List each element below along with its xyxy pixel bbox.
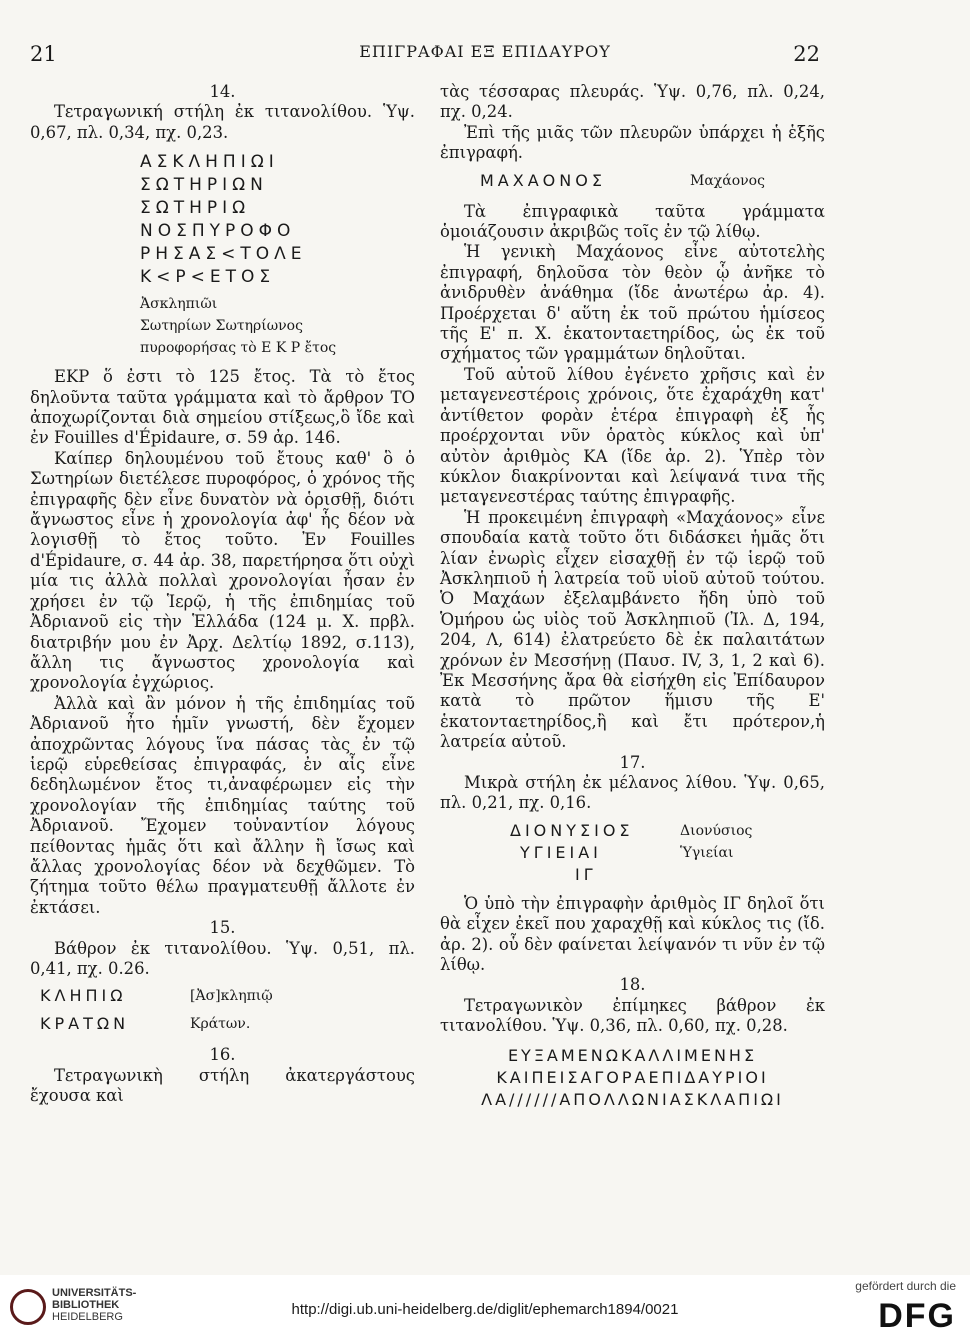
body-paragraph: ΕΚΡ ὅ ἐστι τὸ 125 ἔτος. Τὰ τὸ ἔτος δηλοῦντα ταῦτα γράμματα καὶ τὸ ἄρθρον ΤΟ ἀποχωρίζονται διὰ σημείου στίξεως,ὃ ἴδε καὶ ἐν Fouilles d'Épidaure, σ. 59 ἀρ. 146. xyxy=(30,367,415,448)
entry-description: Τετραγωνικὴ στήλη ἀκατεργάστους ἔχουσα καὶ xyxy=(30,1065,415,1106)
footer-bar xyxy=(0,1275,970,1340)
body-paragraph: Καίπερ δηλουμένου τοῦ ἔτους καθ' ὃ ὁ Σωτηρίων διετέλεσε πυροφόρος, ὁ χρόνος τῆς ἐπιγραφῆς δὲν εἶνε δυνατὸν νὰ ὁρισθῇ, διότι ἄγνωστος εἶνε ἡ χρονολογία ἀφ' ἧς δέον νὰ λογισθῇ τὸ ἔτος τοῦτο. Ἐν Fouilles d'Épidaure, σ. 44 ἀρ. 38, παρετήρησα ὅτι οὐχὶ μία τις ἀλλὰ πολλαὶ χρονολογίαι ἦσαν ἐν χρήσει ἐν τῷ Ἱερῷ, ἡ τῆς ἐπιδημίας τοῦ Ἀδριανοῦ εἰς τὴν Ἑλλάδα (124 μ. Χ. πρβλ. διατριβήν μου ἐν Ἀρχ. Δελτίῳ 1892, σ.113), ἄλλη τις ἄγνωστος χρονολογία καὶ χρονολογία ἐγχώριος. xyxy=(30,448,415,693)
body-paragraph: Τοῦ αὐτοῦ λίθου ἐγένετο χρῆσις καὶ ἐν μεταγενεστέροις χρόνοις, ὅτε ἐχαράχθη κατ' ἀντίθετον φορὰν ἑτέρα ἐπιγραφὴ ἐξ ἧς προέρχονται νῦν ὁρατὸς κύκλος καὶ ὑπ' αὐτὸν ἀριθμὸς ΚΑ (ἴδε ἀρ. 2). Ὑπὲρ τὸν κύκλον διακρίνονται καὶ λείψανά τινα τῆς μεταγενεστέρας ταύτης ἐπιγραφῆς. xyxy=(440,364,825,507)
body-paragraph: Ἐπὶ τῆς μιᾶς τῶν πλευρῶν ὑπάρχει ἡ ἑξῆς ἐπιγραφή. xyxy=(440,122,825,163)
body-paragraph: Τὰ ἐπιγραφικὰ ταῦτα γράμματα ὁμοιάζουσιν ἀκριβῶς τοῖς ἐν τῷ λίθῳ. xyxy=(440,201,825,242)
inscription-line: ΕΥΞΑΜΕΝΩΚΑΛΛΙΜΕΝΗΣ xyxy=(507,1045,758,1065)
transcription-text: Μαχάονος xyxy=(690,172,765,189)
entry-description: Βάθρον ἐκ τιτανολίθου. Ὑψ. 0,51, πλ. 0,41, πχ. 0.26. xyxy=(30,938,415,978)
transcription-14 xyxy=(140,293,415,359)
source-url[interactable]: http://digi.ub.uni-heidelberg.de/diglit/ephemarch1894/0021 xyxy=(291,1301,679,1318)
body-paragraph: Ἡ γενικὴ Μαχάονος εἶνε αὐτοτελὴς ἐπιγραφή, δηλοῦσα τὸν θεὸν ᾧ ἀνῆκε τὸ ἀνιδρυθὲν ἀνάθημα (ἴδε ἀνωτέρω ἀρ. 4). Προέρχεται δ' αὕτη ἐκ τοῦ πρώτου ἡμίσεος τῆς Ε' π. Χ. ἑκατονταετηρίδος, ὡς ἐκ τοῦ σχήματος τῶν γραμμάτων δηλοῦται. xyxy=(440,242,825,364)
funding-note: gefördert durch die xyxy=(855,1279,956,1293)
inscription-text: ΥΓΙΕΙΑΙ xyxy=(520,842,602,862)
entry-description: Τετραγωνικὸν ἐπίμηκες βάθρον ἐκ τιτανολίθου. Ὑψ. 0,36, πλ. 0,60, πχ. 0,28. xyxy=(440,995,825,1036)
inscription-15-line xyxy=(30,985,415,1007)
right-column xyxy=(440,82,825,1111)
body-paragraph: Ἀλλὰ καὶ ἂν μόνον ἡ τῆς ἐπιδημίας τοῦ Ἀδριανοῦ ἦτο ἡμῖν γνωστή, δὲν ἔχομεν ἀποχρῶντας λόγους ἵνα πάσας τὰς ἐν τῷ ἱερῷ εὑρεθείσας ἐπιγραφάς, ἐν αἷς εἶνε δεδηλωμένον ἔτος τι,ἀναφέρωμεν εἰς τὴν χρονολογίαν τῆς ἐπιδημίας ταύτης τοῦ Ἀδριανοῦ. Ἔχομεν τοὐναντίον λόγους πείθοντας ἡμᾶς ὅτι καὶ ἄλλην ἢ ἴσως καὶ ἄλλας χρονολογίας δέον νὰ δεχθῶμεν. Τὸ ζήτημα τοῦτο θέλω πραγματευθῇ ἄλλοτε ἐν ἐκτάσει. xyxy=(30,693,415,917)
inscription-17-line xyxy=(520,842,825,864)
transcription-line: πυροφορήσας τὸ Ε Κ Ρ ἔτος xyxy=(140,340,337,357)
inscription-16 xyxy=(480,170,825,192)
inscription-15-line xyxy=(30,1013,415,1035)
entry-number: 16. xyxy=(209,1045,236,1065)
body-paragraph: Ἡ προκειμένη ἐπιγραφὴ «Μαχάονος» εἶνε σπουδαία κατὰ τοῦτο ὅτι διδάσκει ἡμᾶς ὅτι λίαν ἐνωρὶς εἶχεν εἰσαχθῇ ἐν τῷ ἱερῷ τοῦ Ἀσκληπιοῦ ἡ λατρεία τοῦ υἱοῦ αὐτοῦ τούτου. Ὁ Μαχάων ἐξελαμβάνετο ἤδη ὑπὸ τοῦ Ὁμήρου ὡς υἱὸς τοῦ Ἀσκληπιοῦ (Ἰλ. Δ, 194, 204, Λ, 614) ἐλατρεύετο δὲ ἐκ παλαιτάτων χρόνων ἐν Μεσσήνῃ (Παυσ. IV, 3, 1, 2 καὶ 6). Ἐκ Μεσσήνης ἄρα θὰ εἰσήχθη εἰς Ἐπίδαυρον κατὰ τὸ πρῶτον ἥμισυ τῆς Ε' ἑκατονταετηρίδος,ἢ καὶ ἔτι πρότερον,ἡ λατρεία αὐτοῦ. xyxy=(440,507,825,752)
inscription-17-number xyxy=(575,864,825,886)
transcription-text: [Ἀσ]κληπιῷ xyxy=(190,988,273,1005)
inscription-line: ΣΩΤΗΡΙΩΝ xyxy=(140,175,268,196)
inscription-14 xyxy=(140,151,415,289)
entry-number: 14. xyxy=(209,82,236,101)
continued-description: τὰς τέσσαρας πλευράς. Ὑψ. 0,76, πλ. 0,24, πχ. 0,24. xyxy=(440,82,825,122)
inscription-line: ΡΗΣΑΣ<ΤΟΛΕ xyxy=(140,244,307,265)
inscription-line: ΚΑΙΠΕΙΣΑΓΟΡΑΕΠΙΔΑΥΡΙΟΙ xyxy=(496,1067,769,1087)
transcription-text: Διονύσιος xyxy=(680,822,753,839)
inscription-text: ΔΙΟΝΥΣΙΟΣ xyxy=(510,820,634,840)
body-paragraph: Ὁ ὑπὸ τὴν ἐπιγραφὴν ἀριθμὸς ΙΓ δηλοῖ ὅτι θὰ εἶχεν ἐκεῖ που χαραχθῇ καὶ κύκλος τις (ἴδ. ἀρ. 2). οὗ δὲν φαίνεται λείψανόν τι νῦν ἐν τῷ λίθῳ. xyxy=(440,893,825,975)
inscription-text: ΚΛΗΠΙΩ xyxy=(40,986,127,1006)
inscription-line: ΣΩΤΗΡΙΩ xyxy=(140,198,251,219)
transcription-text: Κράτων. xyxy=(190,1016,251,1033)
inscription-line: ΑΣΚΛΗΠΙΩΙ xyxy=(140,152,279,173)
inscription-line: Κ<Ρ<ΕΤΟΣ xyxy=(140,267,276,288)
inscription-18 xyxy=(440,1045,825,1111)
library-line: UNIVERSITÄTS- xyxy=(52,1287,137,1299)
page-number-right: 22 xyxy=(793,42,820,66)
inscription-text: ΙΓ xyxy=(575,864,597,884)
library-line: BIBLIOTHEK xyxy=(52,1299,120,1311)
inscription-line: ΛΑ//////ΑΠΟΛΛΩΝΙΑΣΚΛΑΠΙΩΙ xyxy=(481,1089,784,1109)
entry-number: 17. xyxy=(619,752,646,772)
inscription-17-line xyxy=(510,820,825,842)
inscription-text: ΜΑΧΑΟΝΟΣ xyxy=(480,170,606,190)
entry-number: 15. xyxy=(209,918,236,938)
entry-description: Τετραγωνική στήλη ἐκ τιτανολίθου. Ὑψ. 0,67, πλ. 0,34, πχ. 0,23. xyxy=(30,102,415,142)
page-number-left: 21 xyxy=(30,42,57,66)
entry-description: Μικρὰ στήλη ἐκ μέλανος λίθου. Ὑψ. 0,65, πλ. 0,21, πχ. 0,16. xyxy=(440,773,825,813)
running-head: ΕΠΙΓΡΑΦΑΙ ΕΞ ΕΠΙΔΑΥΡΟΥ xyxy=(359,42,611,61)
library-line: HEIDELBERG xyxy=(52,1311,123,1323)
dfg-logo: DFG xyxy=(878,1297,956,1335)
transcription-line: Σωτηρίων Σωτηρίωνος xyxy=(140,318,303,335)
transcription-line: Ἀσκληπιῶι xyxy=(140,296,218,313)
left-column xyxy=(30,82,415,1107)
inscription-line: ΝΟΣΠΥΡΟΦΟ xyxy=(140,221,296,242)
entry-number: 18. xyxy=(619,975,646,995)
transcription-text: Ὑγιείαι xyxy=(680,844,734,861)
inscription-text: ΚΡΑΤΩΝ xyxy=(40,1014,130,1034)
